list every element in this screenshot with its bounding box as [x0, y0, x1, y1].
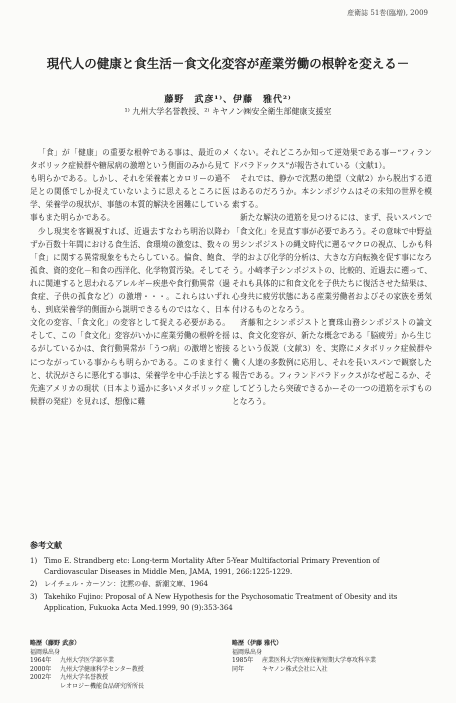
paragraph: 「食」が「健康」の重要な根幹である事は、最近のメタボリック症候群や糖尿病の激増という側面のみから見ても明らかである。しかし、それを栄養素とカロリーの過不足との関係でしか捉えていないように思えるところに医学、栄養学の現状が、事態の本質的解決を困難にしている事もまた明らかである。 [30, 148, 230, 223]
body-left-column [30, 146, 230, 408]
bio-text: 産業医科大学医療技術短期大学専攻科卒業 [262, 657, 377, 665]
bio-text: 九州大学名誉教授 [60, 674, 109, 682]
bio-year: 2000年 [30, 665, 52, 673]
reference-text: Takehiko Fujino: Proposal of A New Hypothesis for the Psychosomatic Treatment of Obesity and its Application, Fukuoka Acta Med.1999, 90 (9):353-364 [44, 592, 398, 612]
bio-text: レオロジー機能食品研究所所長 [60, 682, 145, 690]
reference-number: 1) [30, 557, 38, 565]
bio-ito [232, 640, 432, 674]
references-heading: 参考文献 [30, 540, 62, 550]
bio-text: キヤノン株式会社に入社 [262, 665, 328, 673]
journal-header: 産衛誌 51巻(臨増), 2009 [347, 9, 428, 17]
paragraph: 斉藤和之シンポジストと寶珠山務シンポジストの論文は、食文化変容が、新たな概念である「脳疲労」から生じるという仮説（文献3）を、実際にメタボリック症候群や働く人達の多数例に応用し、それを長いスパンで観察した報告である。フィランドパラドックスがなぜ起こるか、そしてどうしたら突破できるかーその一つの道筋を示すものとなろう。 [232, 318, 432, 406]
article-title: 現代人の健康と食生活－食文化変容が産業労働の根幹を変える－ [46, 56, 410, 71]
bio-row [30, 674, 230, 683]
reference-item [30, 579, 430, 590]
author-affiliation: ¹⁾ 九州大学名誉教授、²⁾ キヤノン㈱安全衛生部健康支援室 [124, 107, 332, 116]
article-authors: 藤野 武彦¹⁾、伊藤 雅代²⁾ [164, 95, 292, 105]
bio-year: 同年 [232, 665, 245, 673]
paragraph: くない。それどころか知って逆効果である事ー“フィランドパラドックス”が報告されている（文献1）。 [232, 148, 432, 171]
bio-title: 略歴（藤野 武彦） [30, 640, 81, 647]
references-list [30, 556, 430, 615]
bio-text: 九州大学医学部卒業 [60, 657, 115, 665]
bio-row [30, 683, 230, 692]
paragraph: 少し現実を客観視すれば、近過去すなわち明治以降わずか百数十年間における食生活、食環境の激変は、数々の「食」に関する異常現象をもたらしている。偏食、飽食、孤食、資的変化－和食の西洋化、化学物質汚染。そしてそれに関連すると思われるアレルギー疾患や食行動異常（過食症、子供の孤食など）の激増・・・。これらはいずれも、到底栄養学的側面から説明できるものではなく、日本文化の変容、「食文化」の変容として捉える必要がある。そして、この「食文化」変容がいかに産業労働の根幹を揺るがしているかは、食行動異常が「うつ病」の激増と密接につながっている事からも明らかである。このまま行くと、状況がさらに悪化する事は、栄養学を中心手法とする先進アメリカの現状（日本より遥かに多いメタボリック症候群の発症）を見れば、想像に難 [30, 226, 230, 406]
reference-item [30, 556, 430, 578]
bio-year: 1985年 [232, 657, 254, 665]
bio-row [232, 666, 432, 675]
bio-year: 2002年 [30, 674, 52, 682]
reference-item [30, 592, 430, 614]
bio-birthplace: 福岡県出身 [30, 648, 61, 656]
reference-number: 2) [30, 580, 38, 589]
bio-row [232, 657, 432, 666]
bio-birthplace: 福岡県出身 [232, 648, 263, 656]
bio-title: 略歴（伊藤 雅代） [232, 640, 283, 647]
bio-text: 九州大学健康科学センター教授 [60, 665, 144, 673]
reference-text: レイチェル・カーソン：沈黙の春、新潮文庫、1964 [44, 580, 208, 589]
bio-year [30, 683, 60, 692]
bio-row [30, 657, 230, 666]
body-right-column [232, 146, 432, 408]
reference-text: Timo E. Strandberg etc: Long-term Mortality After 5-Year Multifactorial Primary Prevention of Cardiovascular Diseases in Middle Men, JAMA, 1991, 266:1225-1229. [44, 557, 380, 577]
paragraph: それでは、静かで沈黙の絶望（文献2）から脱出する道はあるのだろうか。本シンポジウムはその未知の世界を模索する。 [232, 174, 432, 210]
bio-year: 1964年 [30, 657, 52, 665]
bio-fujino [30, 640, 230, 692]
reference-number: 3) [30, 592, 38, 601]
paragraph: 新たな解決の道筋を見つけるには、まず、長いスパンで「食文化」を見直す事が必要であろう。その意味で中野益男シンポジストの縄文時代に遡るマクロの視点、しかも科学的および化学的分析は、大きな方向転換を促す事になろう。小崎孝子シンポジストの、比較的、近過去に遡って、それも具体的に和食文化を子供たちに復活させた結果は、心身共に疲労状態にある産業労働者およびその家族を勇気付けるものとなろう。 [232, 213, 432, 315]
